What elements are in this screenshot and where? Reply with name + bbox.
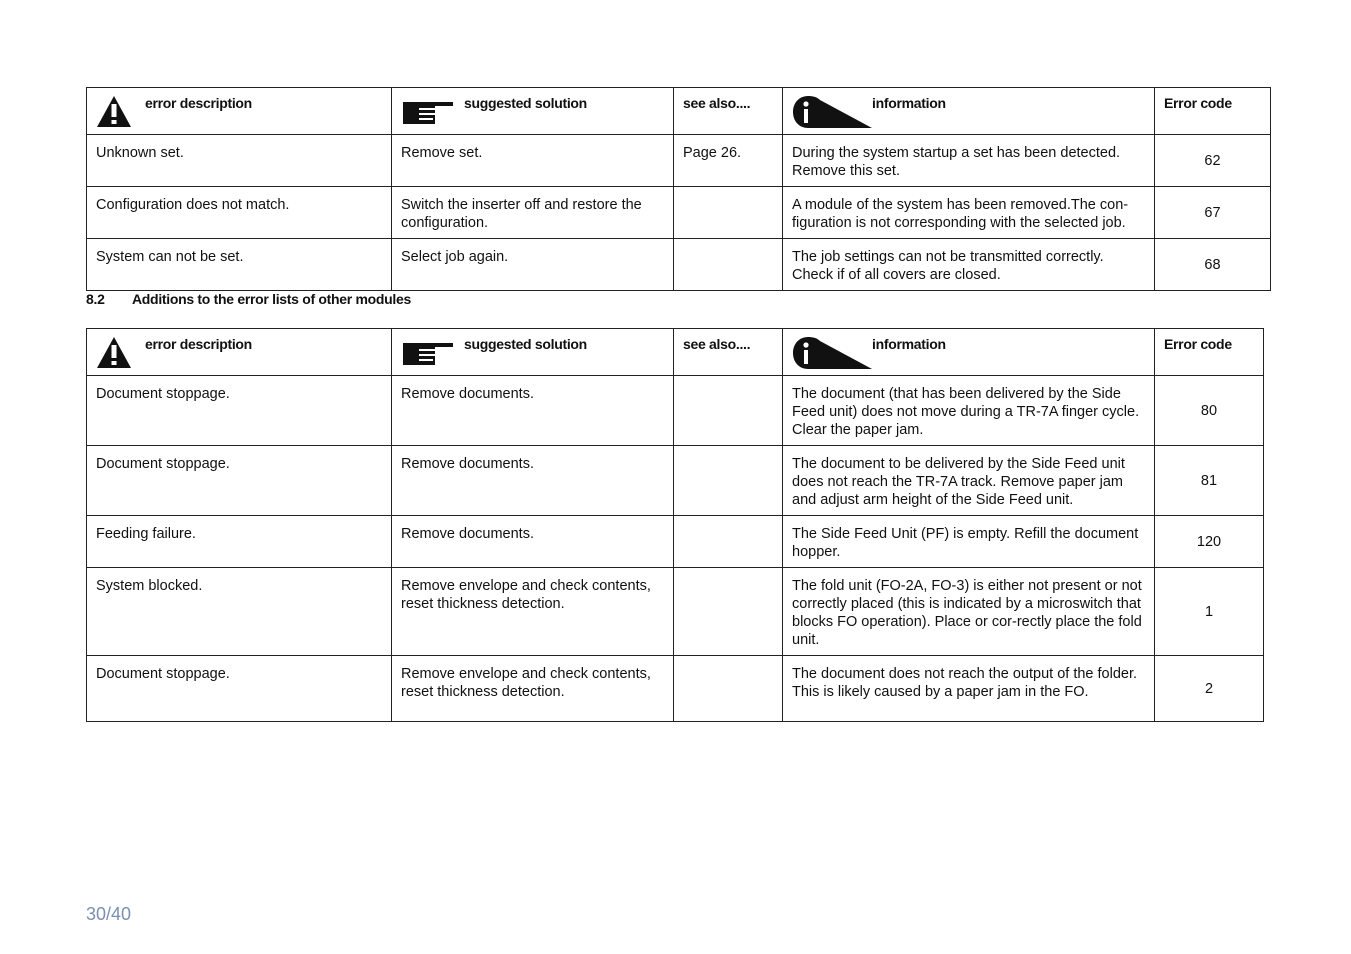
error-table-2 — [86, 328, 1264, 722]
header-see-also: see also.... — [674, 329, 783, 376]
see-also-cell — [674, 239, 783, 291]
solution-cell: Switch the inserter off and restore the configuration. — [392, 187, 674, 239]
info-cell: The document does not reach the output of the folder. This is likely caused by a paper jam in the FO. — [783, 656, 1155, 722]
header-error-description: error description — [87, 329, 392, 376]
section-title: Additions to the error lists of other modules — [132, 291, 411, 307]
see-also-cell — [674, 568, 783, 656]
header-suggested-solution: suggested solution — [392, 88, 674, 135]
info-cell: The job settings can not be transmitted correctly. Check if of all covers are closed. — [783, 239, 1155, 291]
code-cell: 80 — [1155, 376, 1264, 446]
table-row — [87, 568, 1264, 656]
header-see-also: see also.... — [674, 88, 783, 135]
header-information: information — [783, 329, 1155, 376]
header-information: information — [783, 88, 1155, 135]
error-cell: Document stoppage. — [87, 446, 392, 516]
see-also-cell — [674, 376, 783, 446]
table-row — [87, 516, 1264, 568]
solution-cell: Remove documents. — [392, 446, 674, 516]
error-cell: Feeding failure. — [87, 516, 392, 568]
table-row — [87, 376, 1264, 446]
see-also-cell — [674, 187, 783, 239]
table-row — [87, 446, 1264, 516]
info-cell: The fold unit (FO-2A, FO-3) is either not present or not correctly placed (this is indicated by a microswitch that blocks FO operation). Place or cor-rectly place the fold unit. — [783, 568, 1155, 656]
header-suggested-solution: suggested solution — [392, 329, 674, 376]
information-icon — [792, 335, 872, 369]
see-also-cell — [674, 446, 783, 516]
info-cell: A module of the system has been removed.The con-figuration is not corresponding with the selected job. — [783, 187, 1155, 239]
code-cell: 67 — [1155, 187, 1271, 239]
page-number: 30/40 — [86, 904, 132, 924]
solution-cell: Remove set. — [392, 135, 674, 187]
see-also-cell — [674, 516, 783, 568]
table-row — [87, 239, 1271, 291]
warning-triangle-icon — [96, 94, 132, 128]
error-cell: Document stoppage. — [87, 656, 392, 722]
header-error-code: Error code — [1155, 329, 1264, 376]
solution-cell: Remove envelope and check contents, reset thickness detection. — [392, 656, 674, 722]
table-row — [87, 135, 1271, 187]
table-header-row — [87, 329, 1264, 376]
header-error-code: Error code — [1155, 88, 1271, 135]
code-cell: 120 — [1155, 516, 1264, 568]
code-cell: 81 — [1155, 446, 1264, 516]
solution-cell: Select job again. — [392, 239, 674, 291]
info-cell: The Side Feed Unit (PF) is empty. Refill the document hopper. — [783, 516, 1155, 568]
code-cell: 62 — [1155, 135, 1271, 187]
code-cell: 1 — [1155, 568, 1264, 656]
see-also-cell: Page 26. — [674, 135, 783, 187]
error-cell: Unknown set. — [87, 135, 392, 187]
error-cell: System can not be set. — [87, 239, 392, 291]
solution-cell: Remove documents. — [392, 376, 674, 446]
table-row — [87, 656, 1264, 722]
header-error-description: error description — [87, 88, 392, 135]
see-also-cell — [674, 656, 783, 722]
table-row — [87, 187, 1271, 239]
hand-pointing-icon — [401, 94, 455, 128]
warning-triangle-icon — [96, 335, 132, 369]
info-cell: During the system startup a set has been detected. Remove this set. — [783, 135, 1155, 187]
error-cell: Configuration does not match. — [87, 187, 392, 239]
section-number: 8.2 — [86, 291, 105, 307]
error-cell: Document stoppage. — [87, 376, 392, 446]
code-cell: 68 — [1155, 239, 1271, 291]
info-cell: The document (that has been delivered by the Side Feed unit) does not move during a TR-7A finger cycle. Clear the paper jam. — [783, 376, 1155, 446]
code-cell: 2 — [1155, 656, 1264, 722]
error-table-1 — [86, 87, 1271, 291]
hand-pointing-icon — [401, 335, 455, 369]
error-cell: System blocked. — [87, 568, 392, 656]
table-header-row — [87, 88, 1271, 135]
solution-cell: Remove documents. — [392, 516, 674, 568]
information-icon — [792, 94, 872, 128]
solution-cell: Remove envelope and check contents, reset thickness detection. — [392, 568, 674, 656]
section-heading — [86, 291, 411, 307]
info-cell: The document to be delivered by the Side Feed unit does not reach the TR-7A track. Remove paper jam and adjust arm height of the Side Feed unit. — [783, 446, 1155, 516]
